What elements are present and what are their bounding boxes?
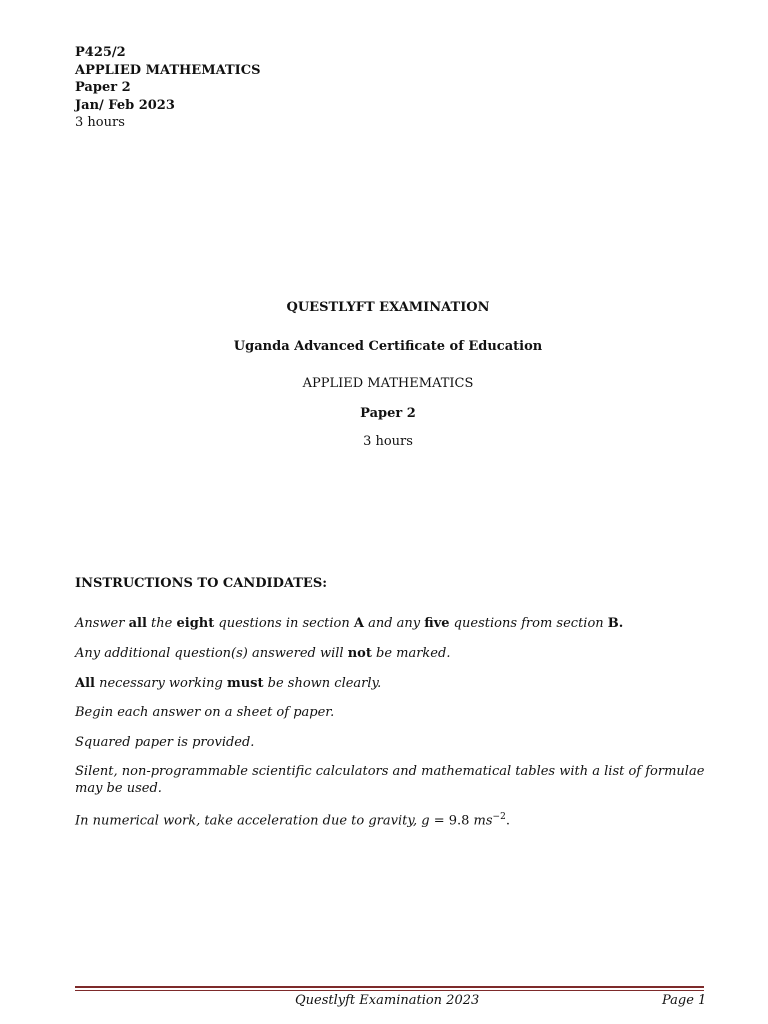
page-number: Page 1 — [662, 993, 707, 1008]
certificate-title: Uganda Advanced Certificate of Education — [233, 339, 543, 354]
instruction-line-2: Any additional question(s) answered will not be marked. — [75, 646, 451, 661]
instruction-line-6: Silent, non-programmable scientific calculators and mathematical tables with a list of formulae may be used. — [75, 764, 705, 796]
exam-name: QUESTLYFT EXAMINATION — [286, 300, 490, 315]
instruction-line-1: Answer all the eight questions in section A and any five questions from section B. — [75, 616, 624, 631]
footer-title: Questlyft Examination 2023 — [295, 993, 480, 1008]
header-duration: 3 hours — [75, 115, 125, 130]
subject-title: APPLIED MATHEMATICS — [302, 376, 474, 391]
instruction-line-5: Squared paper is provided. — [75, 735, 255, 750]
instruction-line-7: In numerical work, take acceleration due to gravity, g = 9.8 $ms^{-2}$. — [75, 812, 510, 829]
header-date: Jan/ Feb 2023 — [75, 97, 175, 113]
footer-rule-thin — [75, 990, 704, 991]
paper-title: Paper 2 — [360, 406, 416, 421]
instruction-line-3: All necessary working must be shown clearly. — [75, 676, 382, 691]
header-subject: APPLIED MATHEMATICS — [75, 62, 261, 78]
header-block — [75, 44, 260, 132]
paper-code: P425/2 — [75, 45, 126, 60]
header-paper: Paper 2 — [75, 80, 131, 95]
instructions-heading: INSTRUCTIONS TO CANDIDATES: — [75, 576, 328, 591]
duration-title: 3 hours — [363, 434, 413, 449]
instruction-line-4: Begin each answer on a sheet of paper. — [75, 705, 335, 720]
footer-rule-thick — [75, 986, 704, 988]
